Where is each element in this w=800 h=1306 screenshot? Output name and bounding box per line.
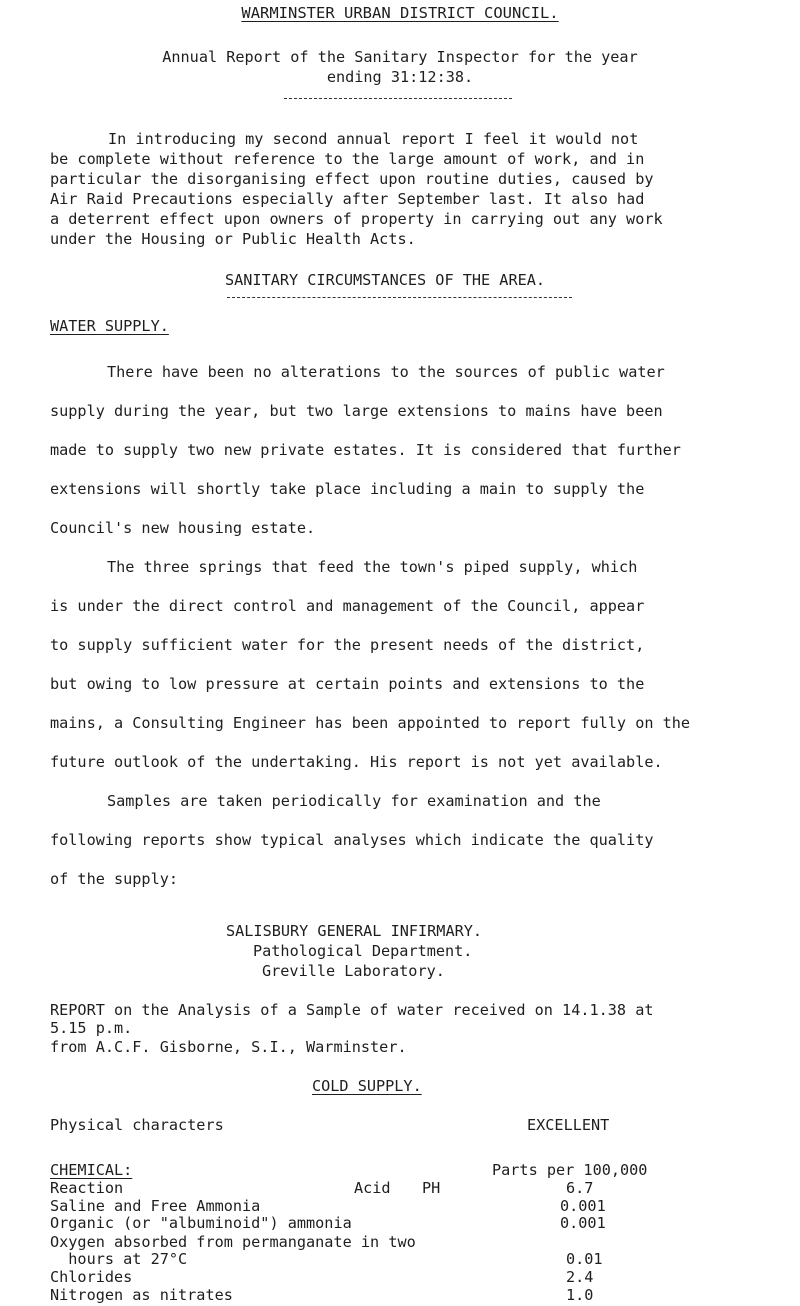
intro-line: Air Raid Precautions especially after September last. It also had xyxy=(50,190,645,208)
report-title-date: ending 31:12:38. xyxy=(326,68,474,86)
row-label: Chlorides xyxy=(50,1268,133,1286)
paragraph-line: following reports show typical analyses which indicate the quality xyxy=(50,831,654,849)
intro-line: be complete without reference to the large amount of work, and in xyxy=(50,150,645,168)
row-value: 0.001 xyxy=(560,1214,606,1232)
units-label: Parts per 100,000 xyxy=(492,1161,648,1179)
subsection-heading: WATER SUPPLY. xyxy=(50,317,169,335)
row-label: Organic (or "albuminoid") ammonia xyxy=(50,1214,352,1232)
paragraph-line: The three springs that feed the town's piped supply, which xyxy=(107,558,638,576)
paragraph-line: to supply sufficient water for the present needs of the district, xyxy=(50,636,645,654)
report-sender: from A.C.F. Gisborne, S.I., Warminster. xyxy=(50,1038,407,1056)
row-value: 2.4 xyxy=(566,1268,594,1286)
paragraph-line: of the supply: xyxy=(50,870,179,888)
row-value: 1.0 xyxy=(566,1286,594,1304)
supply-heading: COLD SUPPLY. xyxy=(312,1077,422,1095)
lab-name: SALISBURY GENERAL INFIRMARY. xyxy=(226,922,483,940)
physical-label: Physical characters xyxy=(50,1116,224,1134)
paragraph-line: made to supply two new private estates. It is considered that further xyxy=(50,441,681,459)
section-divider xyxy=(227,297,572,298)
row-label: Reaction xyxy=(50,1179,124,1197)
row-value: 6.7 xyxy=(566,1179,594,1197)
row-label: Saline and Free Ammonia xyxy=(50,1197,261,1215)
paragraph-line: mains, a Consulting Engineer has been appointed to report fully on the xyxy=(50,714,691,732)
title-divider xyxy=(284,98,512,99)
physical-value: EXCELLENT xyxy=(527,1116,610,1134)
intro-line: particular the disorganising effect upon routine duties, caused by xyxy=(50,170,654,188)
row-label: Nitrogen as nitrates xyxy=(50,1286,233,1304)
lab-department: Pathological Department. xyxy=(253,942,473,960)
paragraph-line: but owing to low pressure at certain points and extensions to the xyxy=(50,675,645,693)
row-mid: Acid xyxy=(354,1179,391,1197)
report-line: REPORT on the Analysis of a Sample of water received on 14.1.38 at xyxy=(50,1001,654,1019)
chemical-label: CHEMICAL: xyxy=(50,1161,133,1179)
council-heading: WARMINSTER URBAN DISTRICT COUNCIL. xyxy=(241,4,559,22)
paragraph-line: is under the direct control and management of the Council, appear xyxy=(50,597,645,615)
paragraph-line: future outlook of the undertaking. His report is not yet available. xyxy=(50,753,663,771)
paragraph-line: There have been no alterations to the sources of public water xyxy=(107,363,665,381)
section-heading: SANITARY CIRCUMSTANCES OF THE AREA. xyxy=(225,271,546,289)
paragraph-line: Samples are taken periodically for examination and the xyxy=(107,792,601,810)
row-mid: PH xyxy=(422,1179,441,1197)
row-label: hours at 27°C xyxy=(50,1250,188,1268)
row-value: 0.001 xyxy=(560,1197,606,1215)
report-title: Annual Report of the Sanitary Inspector for the year xyxy=(162,48,638,66)
row-label: Oxygen absorbed from permanganate in two xyxy=(50,1233,416,1251)
row-value: 0.01 xyxy=(566,1250,603,1268)
intro-line: a deterrent effect upon owners of property in carrying out any work xyxy=(50,210,663,228)
intro-line: In introducing my second annual report I feel it would not xyxy=(108,130,639,148)
intro-line: under the Housing or Public Health Acts. xyxy=(50,230,416,248)
lab-laboratory: Greville Laboratory. xyxy=(262,962,445,980)
report-line: 5.15 p.m. xyxy=(50,1019,133,1037)
paragraph-line: Council's new housing estate. xyxy=(50,519,316,537)
paragraph-line: extensions will shortly take place including a main to supply the xyxy=(50,480,645,498)
paragraph-line: supply during the year, but two large extensions to mains have been xyxy=(50,402,663,420)
